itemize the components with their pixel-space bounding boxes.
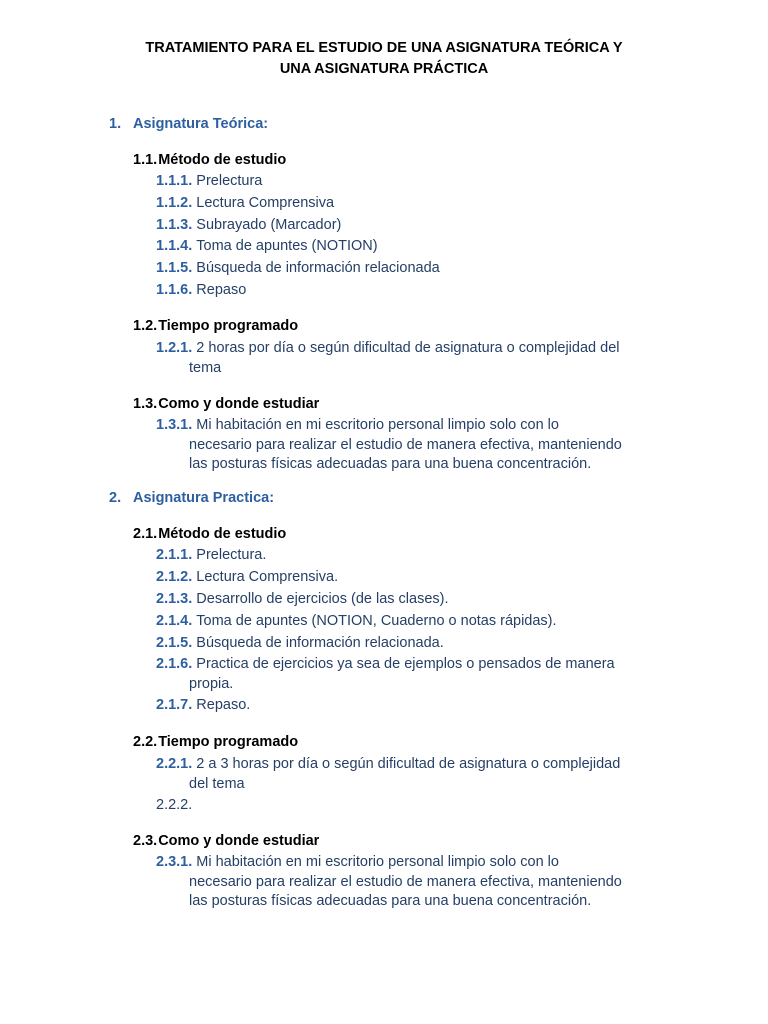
item-number: 2.2.1. xyxy=(156,756,193,772)
item-text: Mi habitación en mi escritorio personal limpio solo con lo xyxy=(196,854,559,870)
list-item xyxy=(156,194,666,214)
list-item xyxy=(156,568,666,588)
item-text: Desarrollo de ejercicios (de las clases). xyxy=(196,591,449,607)
item-number: 2.1.4. xyxy=(156,613,193,629)
subsection-number: 1.3. xyxy=(133,396,158,412)
item-text-continued: tema xyxy=(189,359,222,376)
subsection-label: Método de estudio xyxy=(158,152,287,168)
list-item xyxy=(156,634,666,654)
subsection-heading xyxy=(133,832,319,851)
list-item xyxy=(156,237,666,257)
item-number: 2.1.3. xyxy=(156,591,193,607)
item-text-continued: necesario para realizar el estudio de manera efectiva, manteniendo xyxy=(189,873,622,890)
section-number: 1. xyxy=(109,116,122,132)
item-text: Lectura Comprensiva. xyxy=(196,569,339,585)
subsection-heading xyxy=(133,395,319,414)
list-item xyxy=(156,339,666,378)
item-text-continued: propia. xyxy=(189,675,234,692)
subsection-heading xyxy=(133,733,298,752)
item-number: 1.1.4. xyxy=(156,238,193,254)
item-text: 2 a 3 horas por día o según dificultad de asignatura o complejidad xyxy=(196,756,621,772)
item-text: Prelectura xyxy=(196,173,263,189)
item-number: 2.1.6. xyxy=(156,656,193,672)
list-item xyxy=(156,416,666,475)
item-number: 1.1.1. xyxy=(156,173,193,189)
item-number: 1.2.1. xyxy=(156,340,193,356)
list-item xyxy=(156,546,666,566)
item-text: Repaso xyxy=(196,282,247,298)
item-text: Subrayado (Marcador) xyxy=(196,217,342,233)
list-item xyxy=(156,590,666,610)
item-text-continued: las posturas físicas adecuadas para una buena concentración. xyxy=(189,893,592,909)
subsection-number: 1.1. xyxy=(133,152,158,168)
item-text: Toma de apuntes (NOTION, Cuaderno o notas rápidas). xyxy=(196,613,557,629)
item-text: Toma de apuntes (NOTION) xyxy=(196,238,378,254)
item-text: Búsqueda de información relacionada xyxy=(196,260,440,276)
item-text: 2 horas por día o según dificultad de asignatura o complejidad del xyxy=(196,340,620,356)
section-number: 2. xyxy=(109,490,122,506)
item-number: 1.1.3. xyxy=(156,217,193,233)
item-number: 2.1.1. xyxy=(156,547,193,563)
subsection-heading xyxy=(133,151,286,170)
subsection-number: 2.1. xyxy=(133,526,158,542)
subsection-number: 2.2. xyxy=(133,734,158,750)
title-line-2: UNA ASIGNATURA PRÁCTICA xyxy=(279,61,489,77)
subsection-label: Como y donde estudiar xyxy=(158,396,320,412)
subsection-number: 2.3. xyxy=(133,833,158,849)
item-number: 1.3.1. xyxy=(156,417,193,433)
section-label: Asignatura Teórica: xyxy=(133,116,269,132)
item-text-continued: necesario para realizar el estudio de manera efectiva, manteniendo xyxy=(189,436,622,453)
item-text-continued: del tema xyxy=(189,775,245,792)
subsection-heading xyxy=(133,525,286,544)
subsection-label: Tiempo programado xyxy=(158,734,299,750)
list-item xyxy=(156,655,666,694)
list-item xyxy=(156,755,666,794)
item-text: Lectura Comprensiva xyxy=(196,195,335,211)
subsection-label: Tiempo programado xyxy=(158,318,299,334)
list-item xyxy=(156,216,666,236)
item-number: 2.1.2. xyxy=(156,569,193,585)
list-item xyxy=(156,696,666,716)
item-text: Prelectura. xyxy=(196,547,267,563)
item-number: 1.1.6. xyxy=(156,282,193,298)
list-item xyxy=(156,612,666,632)
item-number: 1.1.5. xyxy=(156,260,193,276)
list-item xyxy=(156,796,666,816)
subsection-label: Método de estudio xyxy=(158,526,287,542)
section-heading xyxy=(109,489,274,508)
item-text: Repaso. xyxy=(196,697,251,713)
item-text-continued: las posturas físicas adecuadas para una buena concentración. xyxy=(189,456,592,472)
subsection-heading xyxy=(133,317,298,336)
item-text: Practica de ejercicios ya sea de ejemplos o pensados de manera xyxy=(196,656,615,672)
item-number: 1.1.2. xyxy=(156,195,193,211)
item-text: Búsqueda de información relacionada. xyxy=(196,635,444,651)
document-title xyxy=(90,38,678,80)
section-heading xyxy=(109,115,268,134)
item-number: 2.1.7. xyxy=(156,697,193,713)
list-item xyxy=(156,281,666,301)
item-text: Mi habitación en mi escritorio personal limpio solo con lo xyxy=(196,417,559,433)
item-number: 2.1.5. xyxy=(156,635,193,651)
list-item xyxy=(156,853,666,912)
subsection-number: 1.2. xyxy=(133,318,158,334)
title-line-1: TRATAMIENTO PARA EL ESTUDIO DE UNA ASIGNATURA TEÓRICA Y xyxy=(145,40,623,56)
item-number: 2.2.2. xyxy=(156,797,193,813)
list-item xyxy=(156,259,666,279)
item-number: 2.3.1. xyxy=(156,854,193,870)
section-label: Asignatura Practica: xyxy=(133,490,275,506)
list-item xyxy=(156,172,666,192)
subsection-label: Como y donde estudiar xyxy=(158,833,320,849)
